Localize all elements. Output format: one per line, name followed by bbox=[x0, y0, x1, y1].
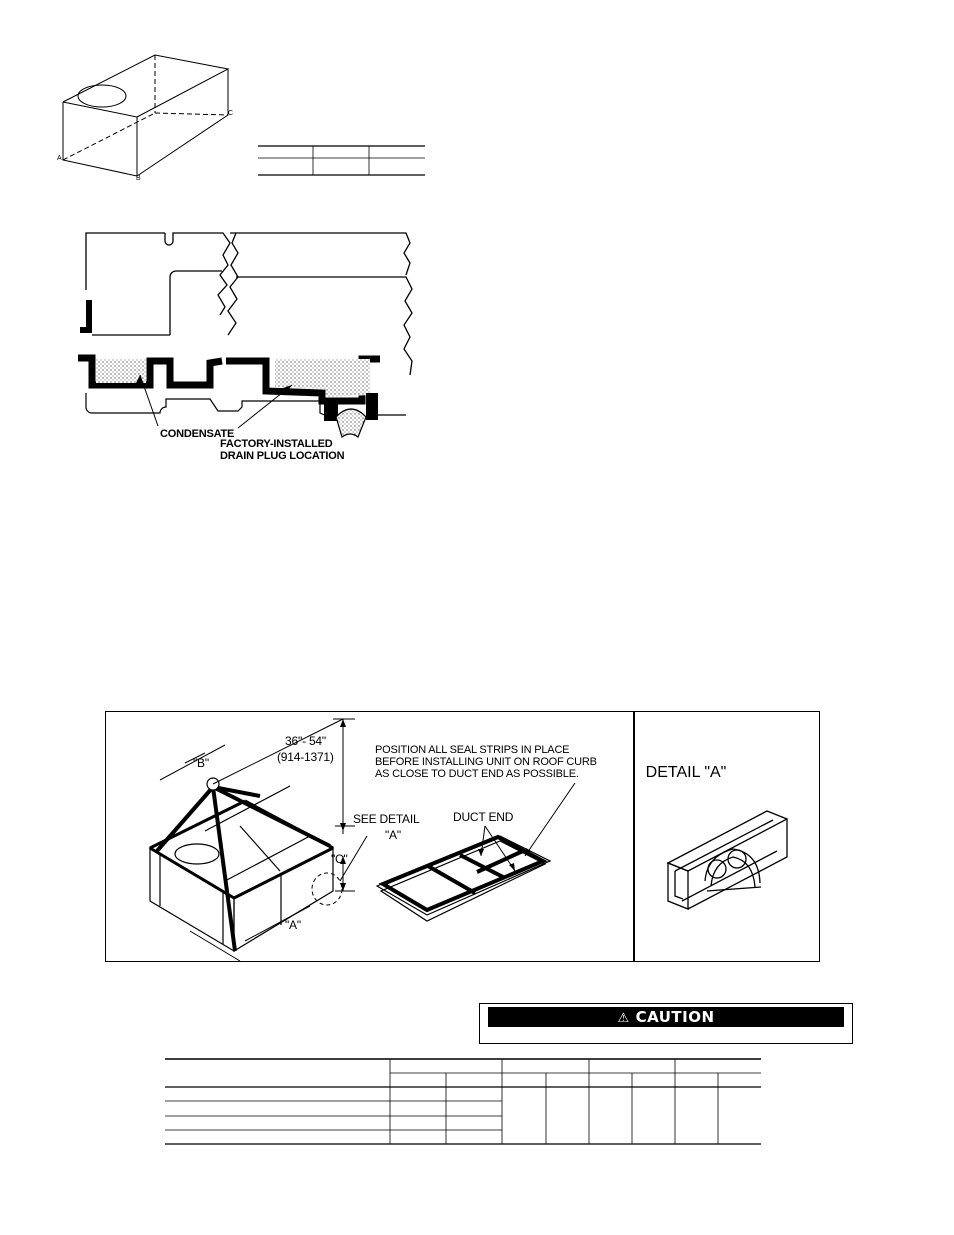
condensate-drain-diagram bbox=[70, 225, 430, 465]
rigging-diagram bbox=[105, 711, 820, 962]
seal-strip-note-line2: BEFORE INSTALLING UNIT ON ROOF CURB bbox=[375, 756, 597, 768]
caution-box bbox=[479, 1003, 853, 1044]
dimension-b-label: "B" bbox=[193, 756, 209, 770]
corner-weight-table bbox=[258, 146, 425, 175]
condensate-label: CONDENSATE bbox=[160, 428, 235, 440]
dimension-a-label: "A" bbox=[285, 918, 301, 932]
see-detail-a-label: SEE DETAIL bbox=[353, 812, 420, 826]
seal-strip-note-line3: AS CLOSE TO DUCT END AS POSSIBLE. bbox=[375, 768, 579, 780]
dimension-c-label: "C" bbox=[331, 852, 348, 866]
corner-label-c: C bbox=[228, 110, 234, 117]
corner-label-a: A bbox=[57, 155, 62, 162]
detail-a-title: DETAIL "A" bbox=[645, 764, 727, 781]
caution-title: CAUTION bbox=[635, 1008, 715, 1026]
drain-plug-label-line1: FACTORY-INSTALLED bbox=[220, 438, 333, 450]
see-detail-a-label-line2: "A" bbox=[385, 828, 401, 842]
rig-height-dimension-metric: (914-1371) bbox=[277, 750, 334, 764]
unit-corner-weight-diagram bbox=[40, 40, 440, 190]
seal-strip-detail-drawing bbox=[668, 811, 787, 909]
rig-height-dimension: 36"- 54" bbox=[285, 734, 326, 748]
bottom-data-table bbox=[160, 1055, 770, 1155]
duct-end-label: DUCT END bbox=[453, 810, 514, 824]
seal-strip-note-line1: POSITION ALL SEAL STRIPS IN PLACE bbox=[375, 744, 570, 756]
warning-triangle-icon: ⚠ bbox=[617, 1011, 630, 1026]
caution-header bbox=[488, 1007, 844, 1027]
corner-label-b: B bbox=[136, 175, 141, 182]
drain-plug-label-line2: DRAIN PLUG LOCATION bbox=[220, 450, 345, 462]
